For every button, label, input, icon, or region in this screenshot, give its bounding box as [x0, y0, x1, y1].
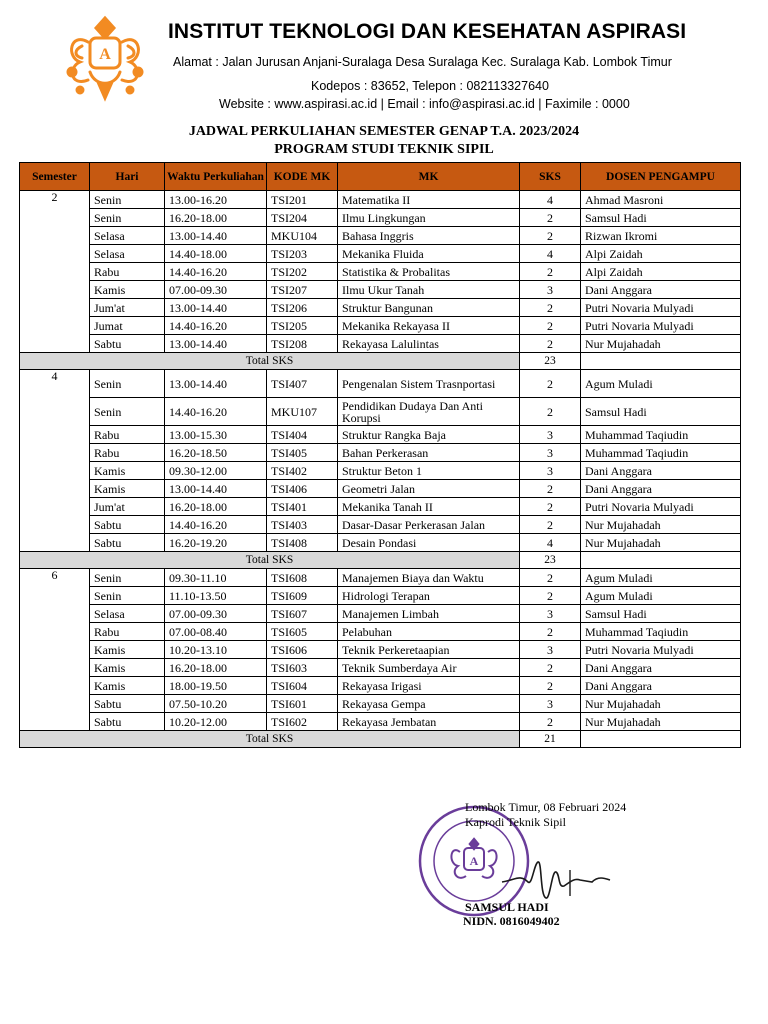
course-code-cell: TSI605 [267, 623, 338, 641]
table-row [20, 209, 741, 227]
day-cell: Senin [90, 209, 165, 227]
lecturer-cell: Dani Anggara [581, 659, 741, 677]
col-hari: Hari [90, 163, 165, 191]
course-name-cell: Pelabuhan [338, 623, 520, 641]
day-cell: Sabtu [90, 695, 165, 713]
total-credits: 23 [520, 353, 581, 370]
table-row [20, 317, 741, 335]
credits-cell: 3 [520, 281, 581, 299]
credits-cell: 2 [520, 317, 581, 335]
day-cell: Selasa [90, 245, 165, 263]
lecturer-cell: Rizwan Ikromi [581, 227, 741, 245]
lecturer-cell: Dani Anggara [581, 677, 741, 695]
course-name-cell: Struktur Bangunan [338, 299, 520, 317]
time-cell: 07.00-08.40 [165, 623, 267, 641]
col-waktu: Waktu Perkuliahan [165, 163, 267, 191]
course-name-cell: Rekayasa Jembatan [338, 713, 520, 731]
course-code-cell: TSI206 [267, 299, 338, 317]
lecturer-cell: Putri Novaria Mulyadi [581, 498, 741, 516]
signatory-name: SAMSUL HADI [465, 900, 549, 914]
program-title: PROGRAM STUDI TEKNIK SIPIL [274, 142, 494, 157]
day-cell: Rabu [90, 444, 165, 462]
total-label: Total SKS [20, 731, 520, 748]
time-cell: 13.00-14.40 [165, 227, 267, 245]
course-code-cell: TSI607 [267, 605, 338, 623]
time-cell: 16.20-18.00 [165, 498, 267, 516]
time-cell: 16.20-18.00 [165, 659, 267, 677]
lecturer-cell: Alpi Zaidah [581, 245, 741, 263]
course-code-cell: TSI608 [267, 569, 338, 587]
signatory-nidn: NIDN. 0816049402 [463, 914, 560, 928]
day-cell: Selasa [90, 605, 165, 623]
day-cell: Senin [90, 370, 165, 398]
signature-place-date: Lombok Timur, 08 Februari 2024 [465, 800, 627, 814]
institution-logo [60, 12, 150, 102]
table-row [20, 227, 741, 245]
semester-cell: 2 [20, 191, 90, 353]
credits-cell: 2 [520, 516, 581, 534]
table-row [20, 462, 741, 480]
lecturer-cell: Samsul Hadi [581, 398, 741, 426]
total-row [20, 353, 741, 370]
letterhead [0, 0, 768, 120]
credits-cell: 2 [520, 713, 581, 731]
day-cell: Jum'at [90, 299, 165, 317]
time-cell: 07.00-09.30 [165, 605, 267, 623]
time-cell: 14.40-16.20 [165, 516, 267, 534]
course-code-cell: TSI606 [267, 641, 338, 659]
institution-website: Website : www.aspirasi.ac.id | Email : info@aspirasi.ac.id | Faximile : 0000 [219, 97, 630, 111]
table-row [20, 480, 741, 498]
course-code-cell: TSI207 [267, 281, 338, 299]
course-code-cell: TSI405 [267, 444, 338, 462]
col-mk: MK [338, 163, 520, 191]
time-cell: 14.40-16.20 [165, 317, 267, 335]
course-name-cell: Mekanika Tanah II [338, 498, 520, 516]
time-cell: 10.20-12.00 [165, 713, 267, 731]
course-code-cell: TSI402 [267, 462, 338, 480]
course-name-cell: Matematika II [338, 191, 520, 209]
day-cell: Rabu [90, 623, 165, 641]
course-name-cell: Struktur Beton 1 [338, 462, 520, 480]
total-label: Total SKS [20, 552, 520, 569]
day-cell: Sabtu [90, 534, 165, 552]
credits-cell: 2 [520, 370, 581, 398]
course-name-cell: Ilmu Lingkungan [338, 209, 520, 227]
total-blank-cell [581, 353, 741, 370]
day-cell: Rabu [90, 426, 165, 444]
lecturer-cell: Dani Anggara [581, 462, 741, 480]
course-code-cell: TSI401 [267, 498, 338, 516]
total-credits: 23 [520, 552, 581, 569]
document-title: JADWAL PERKULIAHAN SEMESTER GENAP T.A. 2023/2024 [188, 124, 580, 139]
credits-cell: 2 [520, 263, 581, 281]
lecturer-cell: Alpi Zaidah [581, 263, 741, 281]
course-code-cell: TSI205 [267, 317, 338, 335]
table-row [20, 677, 741, 695]
institution-address: Alamat : Jalan Jurusan Anjani-Suralaga Desa Suralaga Kec. Suralaga Kab. Lombok Timur [173, 55, 672, 69]
course-code-cell: MKU107 [267, 398, 338, 426]
total-credits: 21 [520, 731, 581, 748]
time-cell: 09.30-12.00 [165, 462, 267, 480]
course-name-cell: Teknik Perkeretaapian [338, 641, 520, 659]
lecturer-cell: Agum Muladi [581, 587, 741, 605]
credits-cell: 3 [520, 695, 581, 713]
schedule-body [20, 191, 741, 748]
time-cell: 13.00-14.40 [165, 370, 267, 398]
day-cell: Sabtu [90, 713, 165, 731]
course-name-cell: Struktur Rangka Baja [338, 426, 520, 444]
table-row [20, 191, 741, 209]
time-cell: 13.00-15.30 [165, 426, 267, 444]
credits-cell: 3 [520, 426, 581, 444]
table-row [20, 623, 741, 641]
table-row [20, 534, 741, 552]
course-code-cell: TSI408 [267, 534, 338, 552]
day-cell: Senin [90, 569, 165, 587]
lecturer-cell: Nur Mujahadah [581, 335, 741, 353]
table-row [20, 659, 741, 677]
course-name-cell: Manajemen Biaya dan Waktu [338, 569, 520, 587]
time-cell: 16.20-18.50 [165, 444, 267, 462]
credits-cell: 4 [520, 534, 581, 552]
credits-cell: 2 [520, 209, 581, 227]
course-name-cell: Desain Pondasi [338, 534, 520, 552]
table-row [20, 516, 741, 534]
lecturer-cell: Dani Anggara [581, 480, 741, 498]
total-row [20, 731, 741, 748]
course-name-cell: Geometri Jalan [338, 480, 520, 498]
institution-name: INSTITUT TEKNOLOGI DAN KESEHATAN ASPIRASI [168, 20, 687, 43]
course-name-cell: Dasar-Dasar Perkerasan Jalan [338, 516, 520, 534]
lecturer-cell: Agum Muladi [581, 569, 741, 587]
course-code-cell: TSI602 [267, 713, 338, 731]
table-row [20, 444, 741, 462]
table-row [20, 426, 741, 444]
course-name-cell: Mekanika Fluida [338, 245, 520, 263]
table-row [20, 335, 741, 353]
lecturer-cell: Muhammad Taqiudin [581, 426, 741, 444]
day-cell: Senin [90, 587, 165, 605]
credits-cell: 2 [520, 227, 581, 245]
total-blank-cell [581, 552, 741, 569]
course-code-cell: TSI404 [267, 426, 338, 444]
col-semester: Semester [20, 163, 90, 191]
col-dosen: DOSEN PENGAMPU [581, 163, 741, 191]
logo-letter: A [99, 46, 111, 63]
course-name-cell: Rekayasa Gempa [338, 695, 520, 713]
credits-cell: 4 [520, 245, 581, 263]
credits-cell: 3 [520, 605, 581, 623]
course-name-cell: Rekayasa Irigasi [338, 677, 520, 695]
course-name-cell: Mekanika Rekayasa II [338, 317, 520, 335]
time-cell: 18.00-19.50 [165, 677, 267, 695]
table-row [20, 587, 741, 605]
lecturer-cell: Nur Mujahadah [581, 713, 741, 731]
lecturer-cell: Putri Novaria Mulyadi [581, 299, 741, 317]
schedule-table [19, 162, 741, 748]
day-cell: Kamis [90, 659, 165, 677]
credits-cell: 3 [520, 641, 581, 659]
course-code-cell: TSI202 [267, 263, 338, 281]
institution-contact: Kodepos : 83652, Telepon : 082113327640 [311, 79, 549, 93]
course-code-cell: TSI601 [267, 695, 338, 713]
time-cell: 13.00-14.40 [165, 335, 267, 353]
lecturer-cell: Samsul Hadi [581, 209, 741, 227]
lecturer-cell: Nur Mujahadah [581, 516, 741, 534]
course-name-cell: Pengenalan Sistem Trasnportasi [338, 370, 520, 398]
total-blank-cell [581, 731, 741, 748]
day-cell: Kamis [90, 462, 165, 480]
signature-role: Kaprodi Teknik Sipil [465, 815, 566, 829]
time-cell: 13.00-14.40 [165, 299, 267, 317]
table-row [20, 370, 741, 398]
table-row [20, 281, 741, 299]
course-name-cell: Manajemen Limbah [338, 605, 520, 623]
course-code-cell: TSI204 [267, 209, 338, 227]
day-cell: Senin [90, 398, 165, 426]
course-name-cell: Teknik Sumberdaya Air [338, 659, 520, 677]
lecturer-cell: Muhammad Taqiudin [581, 444, 741, 462]
credits-cell: 2 [520, 677, 581, 695]
day-cell: Sabtu [90, 335, 165, 353]
semester-cell: 6 [20, 569, 90, 731]
credits-cell: 2 [520, 498, 581, 516]
course-name-cell: Bahan Perkerasan [338, 444, 520, 462]
time-cell: 13.00-16.20 [165, 191, 267, 209]
day-cell: Selasa [90, 227, 165, 245]
day-cell: Kamis [90, 677, 165, 695]
time-cell: 13.00-14.40 [165, 480, 267, 498]
course-code-cell: TSI603 [267, 659, 338, 677]
credits-cell: 2 [520, 335, 581, 353]
handwritten-signature [500, 852, 620, 902]
credits-cell: 2 [520, 569, 581, 587]
lecturer-cell: Muhammad Taqiudin [581, 623, 741, 641]
day-cell: Jum'at [90, 498, 165, 516]
day-cell: Rabu [90, 263, 165, 281]
table-row [20, 569, 741, 587]
course-name-cell: Bahasa Inggris [338, 227, 520, 245]
lecturer-cell: Samsul Hadi [581, 605, 741, 623]
credits-cell: 4 [520, 191, 581, 209]
table-row [20, 605, 741, 623]
col-sks: SKS [520, 163, 581, 191]
table-row [20, 641, 741, 659]
course-name-cell: Hidrologi Terapan [338, 587, 520, 605]
table-row [20, 245, 741, 263]
table-row [20, 398, 741, 426]
lecturer-cell: Putri Novaria Mulyadi [581, 317, 741, 335]
course-code-cell: TSI407 [267, 370, 338, 398]
day-cell: Jumat [90, 317, 165, 335]
course-code-cell: TSI208 [267, 335, 338, 353]
table-row [20, 498, 741, 516]
time-cell: 16.20-19.20 [165, 534, 267, 552]
time-cell: 16.20-18.00 [165, 209, 267, 227]
course-name-cell: Rekayasa Lalulintas [338, 335, 520, 353]
semester-cell: 4 [20, 370, 90, 552]
course-code-cell: TSI406 [267, 480, 338, 498]
table-row [20, 695, 741, 713]
time-cell: 14.40-18.00 [165, 245, 267, 263]
course-code-cell: TSI609 [267, 587, 338, 605]
credits-cell: 2 [520, 659, 581, 677]
course-code-cell: MKU104 [267, 227, 338, 245]
lecturer-cell: Dani Anggara [581, 281, 741, 299]
credits-cell: 2 [520, 398, 581, 426]
course-name-cell: Statistika & Probalitas [338, 263, 520, 281]
table-row [20, 263, 741, 281]
course-code-cell: TSI201 [267, 191, 338, 209]
time-cell: 07.00-09.30 [165, 281, 267, 299]
credits-cell: 2 [520, 623, 581, 641]
credits-cell: 2 [520, 299, 581, 317]
day-cell: Kamis [90, 480, 165, 498]
credits-cell: 2 [520, 587, 581, 605]
total-row [20, 552, 741, 569]
time-cell: 14.40-16.20 [165, 398, 267, 426]
credits-cell: 2 [520, 480, 581, 498]
time-cell: 11.10-13.50 [165, 587, 267, 605]
course-code-cell: TSI203 [267, 245, 338, 263]
lecturer-cell: Nur Mujahadah [581, 534, 741, 552]
time-cell: 10.20-13.10 [165, 641, 267, 659]
time-cell: 07.50-10.20 [165, 695, 267, 713]
course-code-cell: TSI604 [267, 677, 338, 695]
time-cell: 14.40-16.20 [165, 263, 267, 281]
course-code-cell: TSI403 [267, 516, 338, 534]
day-cell: Sabtu [90, 516, 165, 534]
day-cell: Kamis [90, 641, 165, 659]
table-row [20, 299, 741, 317]
course-name-cell: Ilmu Ukur Tanah [338, 281, 520, 299]
credits-cell: 3 [520, 444, 581, 462]
lecturer-cell: Ahmad Masroni [581, 191, 741, 209]
day-cell: Senin [90, 191, 165, 209]
total-label: Total SKS [20, 353, 520, 370]
table-row [20, 713, 741, 731]
credits-cell: 3 [520, 462, 581, 480]
lecturer-cell: Agum Muladi [581, 370, 741, 398]
lecturer-cell: Nur Mujahadah [581, 695, 741, 713]
time-cell: 09.30-11.10 [165, 569, 267, 587]
course-name-cell: Pendidikan Dudaya Dan Anti Korupsi [338, 398, 520, 426]
stamp-letter: A [469, 854, 479, 868]
lecturer-cell: Putri Novaria Mulyadi [581, 641, 741, 659]
table-header-row [20, 163, 741, 191]
col-kode-mk: KODE MK [267, 163, 338, 191]
day-cell: Kamis [90, 281, 165, 299]
